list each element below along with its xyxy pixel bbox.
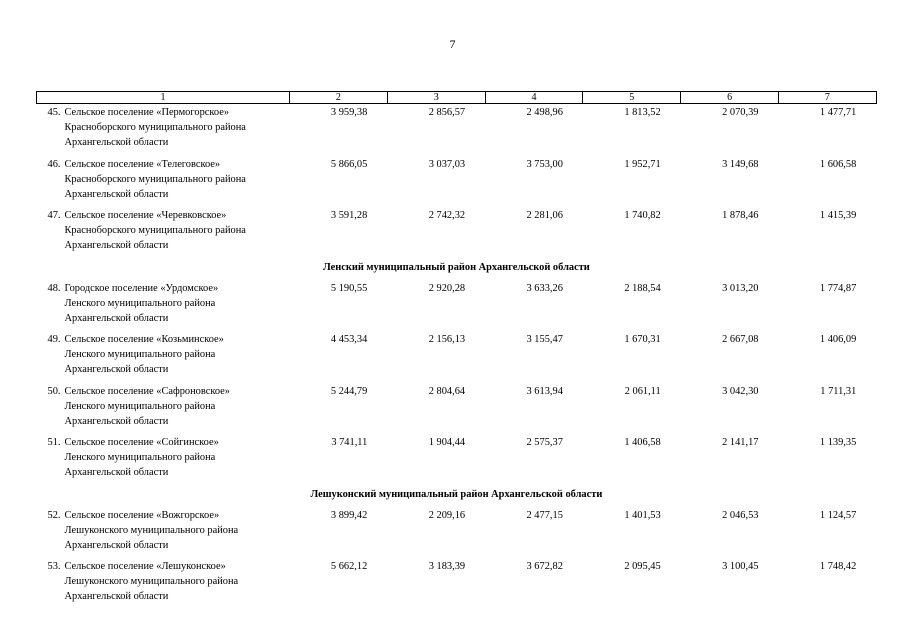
settlement-name-line: Красноборского муниципального района	[64, 173, 246, 185]
table-row	[37, 208, 877, 260]
value-cell-col-6: 3 013,20	[722, 282, 759, 294]
settlement-entry	[37, 157, 290, 202]
value-cell-col-6: 1 878,46	[722, 210, 759, 221]
value-cell-col-2: 3 899,42	[330, 509, 368, 521]
settlement-name-line: Архангельской области	[64, 364, 169, 375]
settlement-cell	[37, 435, 290, 487]
value-cell-col-3: 1 904,44	[428, 437, 466, 448]
value-cell-col-3: 3 037,03	[428, 158, 466, 170]
header-cell-7: 7	[778, 92, 876, 104]
settlement-name-line: Архангельской области	[64, 415, 169, 427]
value-cell-col-3: 2 742,32	[428, 210, 466, 221]
value-cell-col-3: 2 209,16	[428, 509, 466, 521]
value-cell-col-4: 3 155,47	[526, 334, 563, 345]
value-cell-col-3: 2 920,28	[428, 282, 466, 294]
settlement-name	[61, 559, 239, 604]
value-cell-col-2: 5 244,79	[330, 385, 368, 397]
value-cell-col-7: 1 124,57	[819, 509, 857, 521]
table-body	[37, 104, 877, 611]
table-row	[37, 384, 877, 436]
settlement-name-line: Красноборского муниципального района	[64, 122, 246, 133]
settlement-name-line: Ленского муниципального района	[64, 349, 216, 360]
value-cell-col-6: 2 070,39	[722, 107, 759, 118]
value-cell-col-7: 1 415,39	[819, 210, 857, 221]
settlement-name-line: Сельское поселение «Вожгорское»	[64, 509, 220, 521]
row-number: 50.	[47, 385, 61, 397]
value-cell-col-2: 5 190,55	[330, 282, 368, 294]
value-cell-col-5: 1 952,71	[624, 158, 661, 170]
value-cell-col-5: 2 188,54	[624, 282, 661, 294]
value-cell-col-7: 1 748,42	[819, 561, 857, 572]
settlement-name	[61, 105, 246, 150]
value-cell-col-4: 2 281,06	[526, 210, 563, 221]
value-cell-col-7: 1 477,71	[819, 107, 857, 118]
settlement-name	[61, 208, 246, 253]
settlement-cell	[37, 157, 290, 209]
value-cell-col-4: 2 498,96	[526, 107, 563, 118]
row-number: 46.	[47, 158, 61, 170]
value-cell-col-4: 2 477,15	[526, 509, 563, 521]
value-cell-col-7: 1 606,58	[819, 158, 857, 170]
settlement-cell	[37, 208, 290, 260]
value-cell-col-7: 1 139,35	[819, 437, 857, 448]
settlement-cell	[37, 281, 290, 333]
row-number: 52.	[47, 509, 61, 521]
settlement-cell	[37, 508, 290, 560]
settlement-cell	[37, 384, 290, 436]
settlement-name	[61, 332, 224, 377]
data-table	[36, 91, 877, 611]
header-row	[37, 92, 877, 104]
header-cell-4: 4	[485, 92, 583, 104]
settlement-entry	[37, 559, 290, 604]
value-cell-col-3: 2 156,13	[428, 334, 466, 345]
settlement-name	[61, 157, 246, 202]
settlement-name-line: Сельское поселение «Козьминское»	[64, 334, 224, 345]
settlement-entry	[37, 508, 290, 553]
settlement-name-line: Ленского муниципального района	[64, 452, 216, 463]
table-row	[37, 104, 877, 157]
settlement-name-line: Сельское поселение «Черевковское»	[64, 210, 227, 221]
row-number: 48.	[47, 282, 61, 294]
settlement-name-line: Архангельской области	[64, 467, 169, 478]
table-header	[37, 92, 877, 104]
value-cell-col-5: 2 095,45	[624, 561, 661, 572]
value-cell-col-7: 1 711,31	[820, 385, 857, 397]
settlement-name-line: Ленского муниципального района	[64, 297, 216, 309]
settlement-name-line: Архангельской области	[64, 137, 169, 148]
row-number: 49.	[47, 334, 61, 345]
header-cell-1: 1	[37, 92, 290, 104]
settlement-name-line: Красноборского муниципального района	[64, 225, 246, 236]
value-cell-col-4: 3 753,00	[526, 158, 563, 170]
row-number: 47.	[47, 210, 61, 221]
value-cell-col-5: 1 670,31	[624, 334, 661, 345]
row-number: 53.	[47, 561, 61, 572]
header-cell-5: 5	[583, 92, 681, 104]
settlement-cell	[37, 104, 290, 157]
settlement-name-line: Сельское поселение «Сойгинское»	[64, 437, 219, 448]
row-number: 51.	[47, 437, 61, 448]
header-cell-3: 3	[387, 92, 485, 104]
settlement-name	[61, 435, 219, 480]
settlement-entry	[37, 332, 290, 377]
value-cell-col-6: 3 100,45	[722, 561, 759, 572]
value-cell-col-3: 2 856,57	[428, 107, 466, 118]
table-row	[37, 435, 877, 487]
settlement-name-line: Архангельской области	[64, 188, 169, 200]
settlement-name-line: Лешуконского муниципального района	[64, 524, 239, 536]
settlement-entry	[37, 105, 290, 150]
value-cell-col-6: 2 046,53	[722, 509, 759, 521]
value-cell-col-2: 3 959,38	[330, 107, 368, 118]
settlement-name	[61, 281, 219, 326]
section-header-row	[37, 260, 877, 281]
settlement-name	[61, 384, 230, 429]
section-header-row	[37, 487, 877, 508]
value-cell-col-2: 3 591,28	[330, 210, 368, 221]
value-cell-col-4: 3 633,26	[526, 282, 563, 294]
table-row	[37, 559, 877, 611]
value-cell-col-5: 1 813,52	[624, 107, 661, 118]
table-row	[37, 281, 877, 333]
settlement-cell	[37, 559, 290, 611]
header-cell-2: 2	[290, 92, 388, 104]
value-cell-col-7: 1 774,87	[819, 282, 857, 294]
value-cell-col-6: 2 141,17	[722, 437, 759, 448]
row-number: 45.	[47, 107, 61, 118]
section-title: Лешуконский муниципальный район Архангельской области	[310, 488, 603, 500]
settlement-name-line: Сельское поселение «Сафроновское»	[64, 385, 230, 397]
settlement-entry	[37, 281, 290, 326]
table-row	[37, 508, 877, 560]
value-cell-col-3: 3 183,39	[428, 561, 466, 572]
settlement-name-line: Архангельской области	[64, 312, 169, 324]
value-cell-col-3: 2 804,64	[428, 385, 466, 397]
settlement-entry	[37, 208, 290, 253]
settlement-entry	[37, 384, 290, 429]
settlement-name-line: Сельское поселение «Пермогорское»	[64, 107, 230, 118]
settlement-name-line: Архангельской области	[64, 591, 169, 602]
table-row	[37, 332, 877, 384]
value-cell-col-2: 3 741,11	[331, 437, 368, 448]
value-cell-col-4: 3 613,94	[526, 385, 563, 397]
settlement-cell	[37, 332, 290, 384]
value-cell-col-6: 3 042,30	[722, 385, 759, 397]
settlement-name-line: Ленского муниципального района	[64, 400, 216, 412]
value-cell-col-4: 3 672,82	[526, 561, 563, 572]
value-cell-col-6: 3 149,68	[722, 158, 759, 170]
settlement-name	[61, 508, 239, 553]
value-cell-col-5: 2 061,11	[624, 385, 661, 397]
value-cell-col-5: 1 740,82	[624, 210, 661, 221]
settlement-name-line: Городское поселение «Урдомское»	[64, 282, 219, 294]
value-cell-col-4: 2 575,37	[526, 437, 563, 448]
page-number: 7	[449, 37, 456, 51]
table-row	[37, 157, 877, 209]
value-cell-col-7: 1 406,09	[819, 334, 857, 345]
settlement-name-line: Сельское поселение «Лешуконское»	[64, 561, 226, 572]
value-cell-col-2: 5 866,05	[330, 158, 368, 170]
settlement-name-line: Сельское поселение «Телеговское»	[64, 158, 221, 170]
settlement-name-line: Архангельской области	[64, 539, 169, 551]
value-cell-col-2: 4 453,34	[330, 334, 368, 345]
value-cell-col-2: 5 662,12	[330, 561, 368, 572]
settlement-name-line: Лешуконского муниципального района	[64, 576, 239, 587]
value-cell-col-6: 2 667,08	[722, 334, 759, 345]
settlement-name-line: Архангельской области	[64, 240, 169, 251]
value-cell-col-5: 1 406,58	[624, 437, 661, 448]
value-cell-col-5: 1 401,53	[624, 509, 661, 521]
header-cell-6: 6	[681, 92, 779, 104]
settlement-entry	[37, 435, 290, 480]
section-title: Ленский муниципальный район Архангельской области	[322, 261, 590, 273]
